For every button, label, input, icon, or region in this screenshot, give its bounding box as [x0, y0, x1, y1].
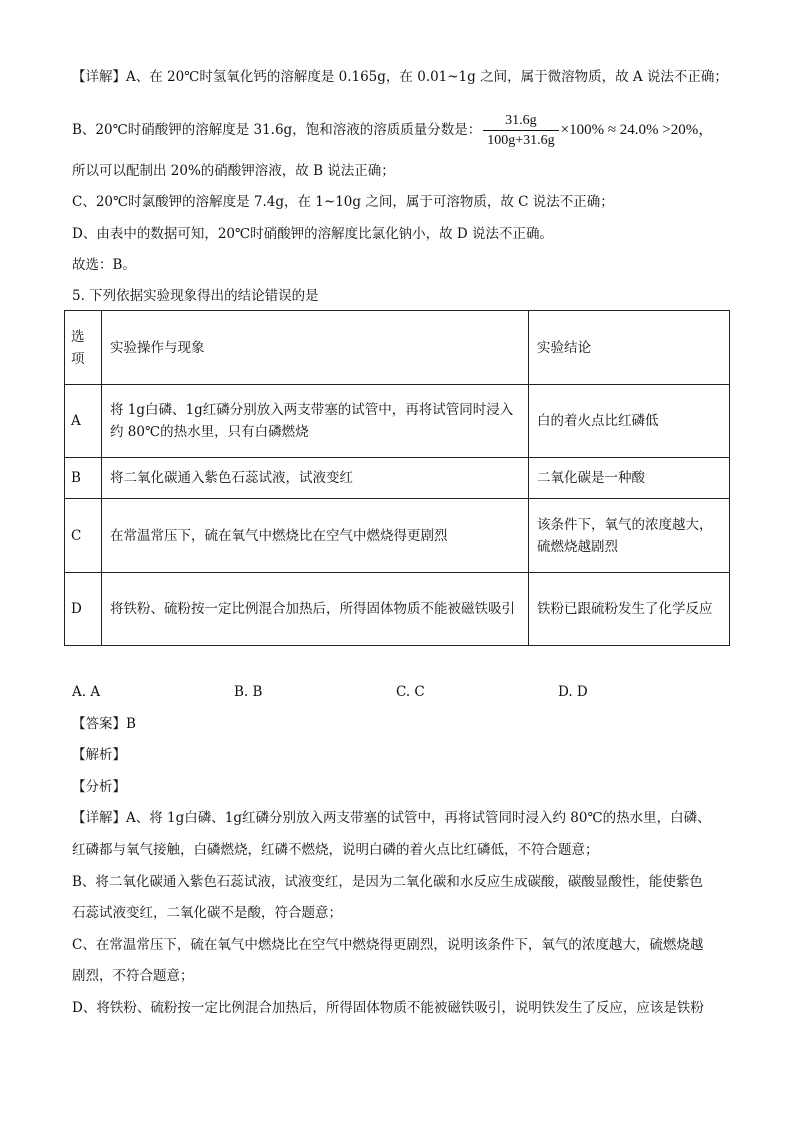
row-operation: 将铁粉、硫粉按一定比例混合加热后，所得固体物质不能被磁铁吸引 — [102, 573, 529, 646]
explanation-line: 石蕊试液变红，二氧化碳不是酸，符合题意； — [72, 905, 342, 921]
choice-d: D. D — [558, 684, 588, 700]
row-conclusion: 该条件下，氧气的浓度越大，硫燃烧越剧烈 — [529, 499, 730, 573]
row-option: B — [65, 458, 102, 499]
row-conclusion: 白的着火点比红磷低 — [529, 385, 730, 458]
row-option: A — [65, 385, 102, 458]
header-conclusion: 实验结论 — [529, 311, 730, 385]
mass-fraction-formula — [483, 112, 558, 149]
table-row — [65, 385, 730, 458]
table-row — [65, 573, 730, 646]
question-title: 5. 下列依据实验现象得出的结论错误的是 — [72, 288, 319, 304]
fraction-result: ×100% ≈ 24.0% >20%， — [560, 122, 714, 138]
detail-line-b — [72, 112, 754, 149]
table-row — [65, 458, 730, 499]
fraction-numerator: 31.6g — [483, 112, 558, 131]
fraction-denominator: 100g+31.6g — [487, 133, 555, 148]
choice-line: 故选：B。 — [72, 257, 136, 273]
detail-line-d: D、由表中的数据可知，20℃时硝酸钾的溶解度比氯化钠小，故 D 说法不正确。 — [72, 226, 554, 242]
explanation-line: 红磷都与氧气接触，白磷燃烧，红磷不燃烧，说明白磷的着火点比红磷低，不符合题意； — [72, 842, 599, 858]
analysis-label: 【解析】 — [72, 747, 126, 763]
detail-line-b-text: B、20℃时硝酸钾的溶解度是 31.6g，饱和溶液的溶质质量分数是： — [72, 122, 482, 138]
explanation-line: D、将铁粉、硫粉按一定比例混合加热后，所得固体物质不能被磁铁吸引，说明铁发生了反应，应该是铁粉 — [72, 1000, 704, 1016]
explanation-line: 【详解】A、将 1g白磷、1g红磷分别放入两支带塞的试管中，再将试管同时浸入约 80℃的热水里，白磷、 — [72, 810, 711, 826]
row-operation: 将二氧化碳通入紫色石蕊试液，试液变红 — [102, 458, 529, 499]
row-operation: 将 1g白磷、1g红磷分别放入两支带塞的试管中，再将试管同时浸入约 80℃的热水里，只有白磷燃烧 — [102, 385, 529, 458]
answer-choices — [72, 684, 672, 704]
answer-label: 【答案】B — [72, 716, 136, 732]
detail-line-a: 【详解】A、在 20℃时氢氧化钙的溶解度是 0.165g，在 0.01~1g 之间，属于微溶物质，故 A 说法不正确； — [72, 69, 728, 85]
choice-c: C. C — [396, 684, 425, 700]
explanation-line: B、将二氧化碳通入紫色石蕊试液，试液变红，是因为二氧化碳和水反应生成碳酸，碳酸显酸性，能使紫色 — [72, 874, 703, 890]
row-conclusion: 二氧化碳是一种酸 — [529, 458, 730, 499]
row-option: C — [65, 499, 102, 573]
fenxi-label: 【分析】 — [72, 779, 126, 795]
choice-b: B. B — [234, 684, 263, 700]
table-header-row — [65, 311, 730, 385]
choice-a: A. A — [72, 684, 101, 700]
detail-line-b-cont: 所以可以配制出 20%的硝酸钾溶液，故 B 说法正确； — [72, 163, 395, 179]
row-conclusion: 铁粉已跟硫粉发生了化学反应 — [529, 573, 730, 646]
header-operation: 实验操作与现象 — [102, 311, 529, 385]
explanation-line: 剧烈，不符合题意； — [72, 968, 194, 984]
row-option: D — [65, 573, 102, 646]
row-operation: 在常温常压下，硫在氧气中燃烧比在空气中燃烧得更剧烈 — [102, 499, 529, 573]
explanation-line: C、在常温常压下，硫在氧气中燃烧比在空气中燃烧得更剧烈，说明该条件下，氧气的浓度越大，硫燃烧越 — [72, 937, 704, 953]
table-row — [65, 499, 730, 573]
header-option: 选 项 — [65, 311, 102, 385]
experiment-table — [64, 310, 730, 646]
detail-line-c: C、20℃时氯酸钾的溶解度是 7.4g，在 1~10g 之间，属于可溶物质，故 C 说法不正确； — [72, 194, 614, 210]
